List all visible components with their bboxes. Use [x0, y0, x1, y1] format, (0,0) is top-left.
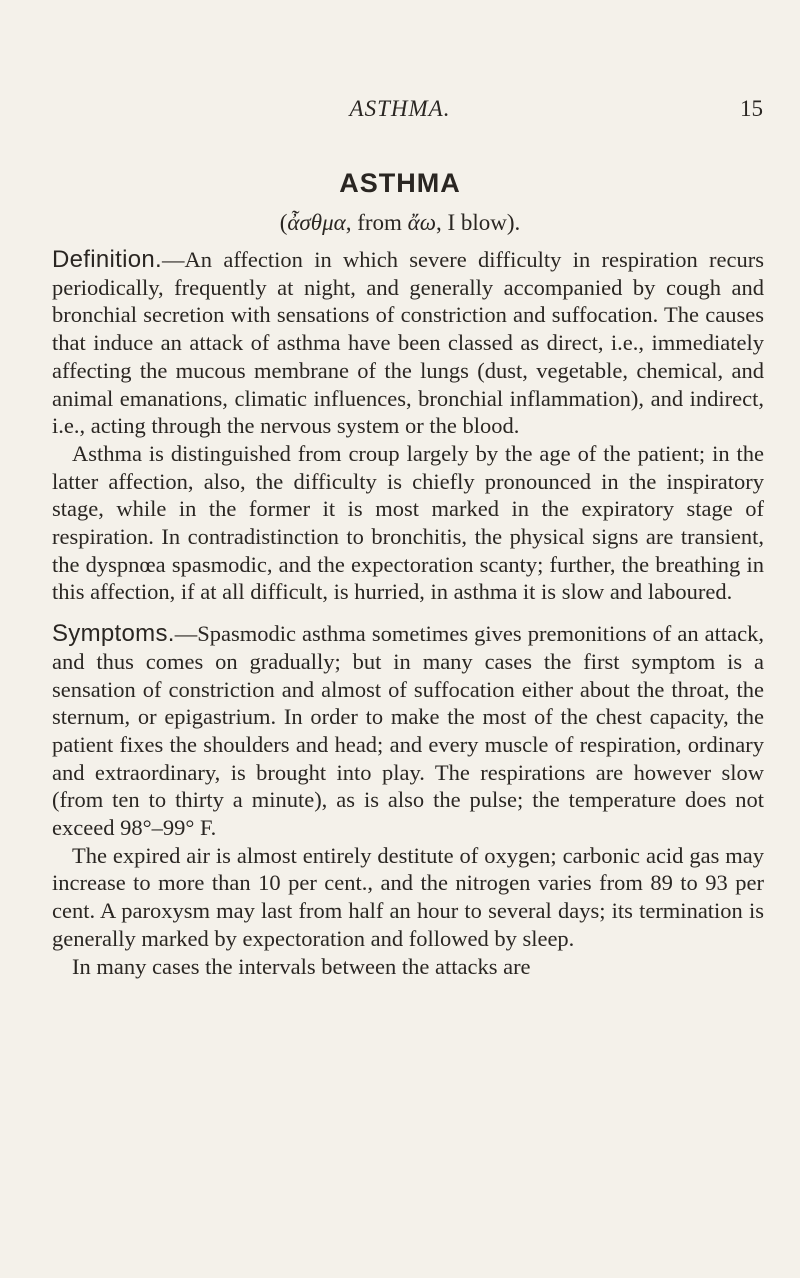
etymology-close: , I blow). — [435, 210, 521, 235]
symptoms-heading: Symptoms. — [52, 620, 175, 648]
running-head-title: ASTHMA. — [349, 96, 451, 121]
etymology-open: ( — [279, 210, 288, 235]
definition-heading: Definition. — [52, 246, 163, 273]
definition-paragraph-2: Asthma is distinguished from croup largely by the age of the patient; in the latter affection, also, the difficulty is chiefly pronounced in the inspiratory stage, while in the former it is most marked in the expiratory stage of respiration. In contradistinction to bronchitis, the physical signs are transient, the dyspnœa spasmodic, and the expectoration scanty; further, the breathing in this affection, if at all difficult, is hurried, in asthma it is slow and laboured. — [52, 440, 764, 605]
etymology-greek-word: ἆσθμα — [287, 210, 346, 235]
symptoms-paragraph — [52, 620, 764, 842]
symptoms-text: —Spasmodic asthma sometimes gives premonitions of an attack, and thus comes on gradually; but in many cases the first symptom is a sensation of constriction and almost of suffocation either about the throat, the sternum, or epigastrium. In order to make the most of the chest capacity, the patient fixes the shoulders and head; and every muscle of respiration, ordinary and extraordinary, is brought into play. The respirations are however slow (from ten to thirty a minute), as is also the pulse; the temperature does not exceed 98°–99° F. — [52, 621, 764, 841]
etymology — [0, 210, 800, 236]
article-body — [52, 246, 764, 980]
symptoms-paragraph-3: In many cases the intervals between the attacks are — [72, 953, 531, 979]
etymology-root-word: ἄω — [407, 210, 436, 235]
article-title: ASTHMA — [339, 168, 461, 198]
symptoms-paragraph-2: The expired air is almost entirely destitute of oxygen; carbonic acid gas may increase to more than 10 per cent., and the nitrogen varies from 89 to 93 per cent. A paroxysm may last from half an hour to several days; its termination is generally marked by expectoration and followed by sleep. — [52, 842, 764, 951]
etymology-middle: , from — [345, 210, 408, 235]
definition-paragraph — [52, 246, 764, 440]
definition-text: —An affection in which severe difficulty in respiration recurs periodically, frequently at night, and generally accompanied by cough and bronchial secretion with sensations of constriction and suffocation. The causes that induce an attack of asthma have been classed as direct, i.e., immediately affecting the mucous membrane of the lungs (dust, vegetable, chemical, and animal emanations, climatic influences, bronchial inflammation), and indirect, i.e., acting through the nervous system or the blood. — [52, 247, 764, 439]
page-number: 15 — [740, 96, 763, 121]
